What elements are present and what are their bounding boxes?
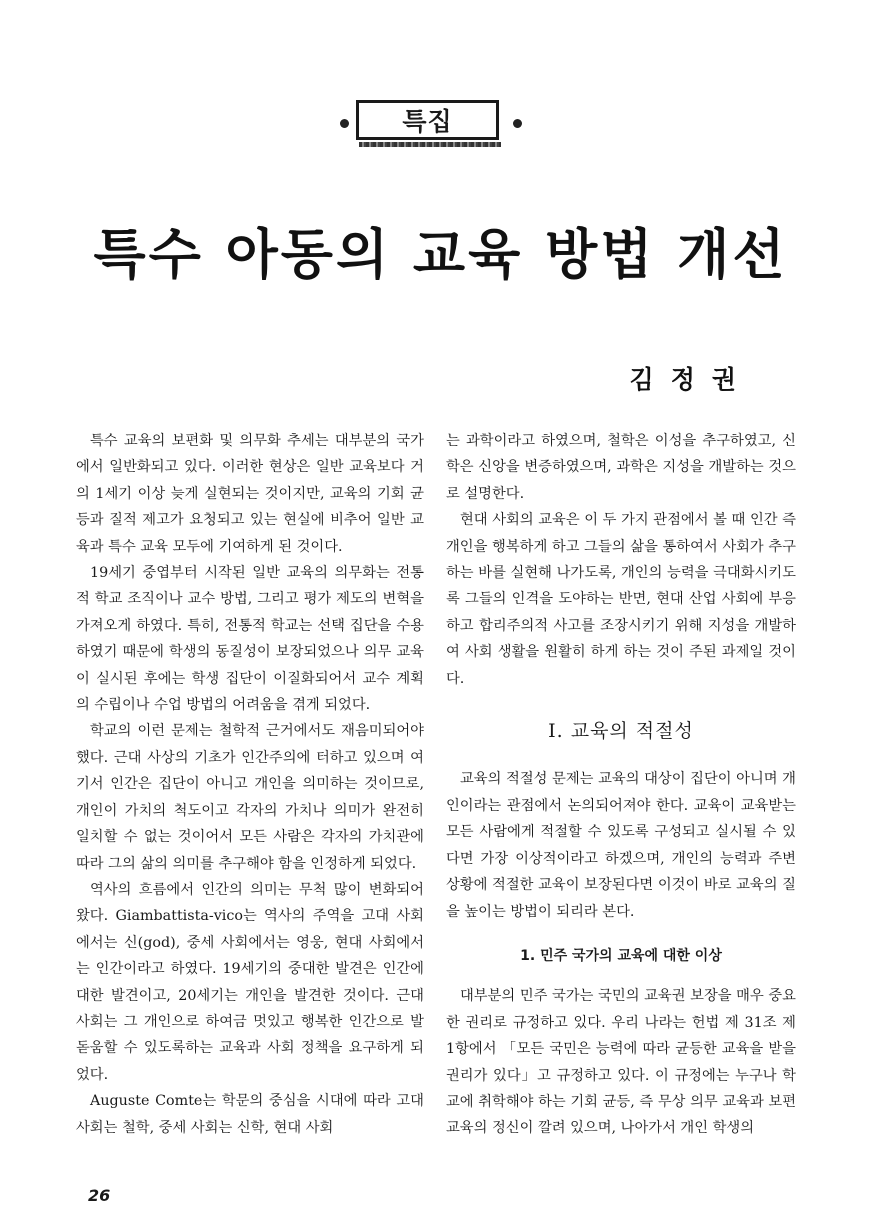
author-name: 김정권 <box>629 365 753 394</box>
tag-shadow-decoration <box>359 142 501 147</box>
article-title: 특수 아동의 교육 방법 개선 <box>93 222 788 286</box>
paragraph: 현대 사회의 교육은 이 두 가지 관점에서 볼 때 인간 즉 개인을 행복하게 하고 그들의 삶을 통하여서 사회가 추구하는 바를 실현해 나가도록, 개인의 능력을 극대화시키도록 그들의 인격을 도야하는 반면, 현대 산업 사회에 부응하고 합리주의적 사고를 조장시키기 위해 지성을 개발하여 사회 생활을 원활히 하게 하는 것이 주된 과제일 것이다. <box>446 512 796 687</box>
feature-header <box>0 86 881 156</box>
paragraph: 특수 교육의 보편화 및 의무화 추세는 대부분의 국가에서 일반화되고 있다. 이러한 현상은 일반 교육보다 거의 1세기 이상 늦게 실현되는 것이지만, 교육의 기회 균등과 질적 제고가 요청되고 있는 현실에 비추어 일반 교육과 특수 교육 모두에 기여하게 된 것이다. <box>76 433 424 555</box>
sub-heading: 1. 민주 국가의 교육에 대한 이상 <box>520 947 722 964</box>
paragraph: 학교의 이런 문제는 철학적 근거에서도 재음미되어야 했다. 근대 사상의 기초가 인간주의에 터하고 있으며 여기서 인간은 집단이 아니고 개인을 의미하는 것이므로, 개인이 가치의 척도이고 각자의 가치나 의미가 완전히 일치할 수 없는 것이어서 모든 사람은 각자의 가치관에 따라 그의 삶의 의미를 추구해야 함을 인정하게 되었다. <box>76 723 424 872</box>
section-heading: Ⅰ. 교육의 적절성 <box>548 720 694 743</box>
paragraph: 대부분의 민주 국가는 국민의 교육권 보장을 매우 중요한 권리로 규정하고 있다. 우리 나라는 헌법 제 31조 제 1항에서 「모든 국민은 능력에 따라 균등한 교육을 받을 권리가 있다」고 규정하고 있다. 이 규정에는 누구나 학교에 취학해야 하는 기회 균등, 즉 무상 의무 교육과 보편 교육의 정신이 깔려 있으며, 나아가서 개인 학생의 <box>446 988 796 1137</box>
paragraph: 는 과학이라고 하였으며, 철학은 이성을 추구하였고, 신학은 신앙을 변증하였으며, 과학은 지성을 개발하는 것으로 설명한다. <box>446 433 796 502</box>
feature-tag: 특집 <box>356 100 499 140</box>
right-column <box>446 428 796 1142</box>
paragraph: 19세기 중엽부터 시작된 일반 교육의 의무화는 전통적 학교 조직이나 교수 방법, 그리고 평가 제도의 변혁을 가져오게 하였다. 특히, 전통적 학교는 선택 집단을 수용하였기 때문에 학생의 동질성이 보장되었으나 의무 교육이 실시된 후에는 학생 집단이 이질화되어서 교수 계획의 수립이나 수업 방법의 어려움을 겪게 되었다. <box>76 565 424 714</box>
page-number: 26 <box>88 1186 111 1205</box>
paragraph: Auguste Comte는 학문의 중심을 시대에 따라 고대 사회는 철학, 중세 사회는 신학, 현대 사회 <box>76 1093 424 1136</box>
paragraph: 교육의 적절성 문제는 교육의 대상이 집단이 아니며 개인이라는 관점에서 논의되어져야 한다. 교육이 교육받는 모든 사람에게 적절할 수 있도록 구성되고 실시될 수 있다면 가장 이상적이라고 하겠으며, 개인의 능력과 주변 상황에 적절한 교육이 보장된다면 이것이 바로 교육의 질을 높이는 방법이 되리라 본다. <box>446 771 796 920</box>
bullet-dot-icon <box>513 119 522 128</box>
bullet-dot-icon <box>340 119 349 128</box>
paragraph: 역사의 흐름에서 인간의 의미는 무척 많이 변화되어 왔다. Giambattista-vico는 역사의 주역을 고대 사회에서는 신(god), 중세 사회에서는 영웅, 현대 사회에서는 인간이라고 하였다. 19세기의 중대한 발견은 인간에 대한 발견이고, 20세기는 개인을 발견한 것이다. 근대 사회는 그 개인으로 하여금 멋있고 행복한 인간으로 발돋움할 수 있도록하는 교육과 사회 정책을 요구하게 되었다. <box>76 881 424 1083</box>
left-column <box>76 428 424 1141</box>
